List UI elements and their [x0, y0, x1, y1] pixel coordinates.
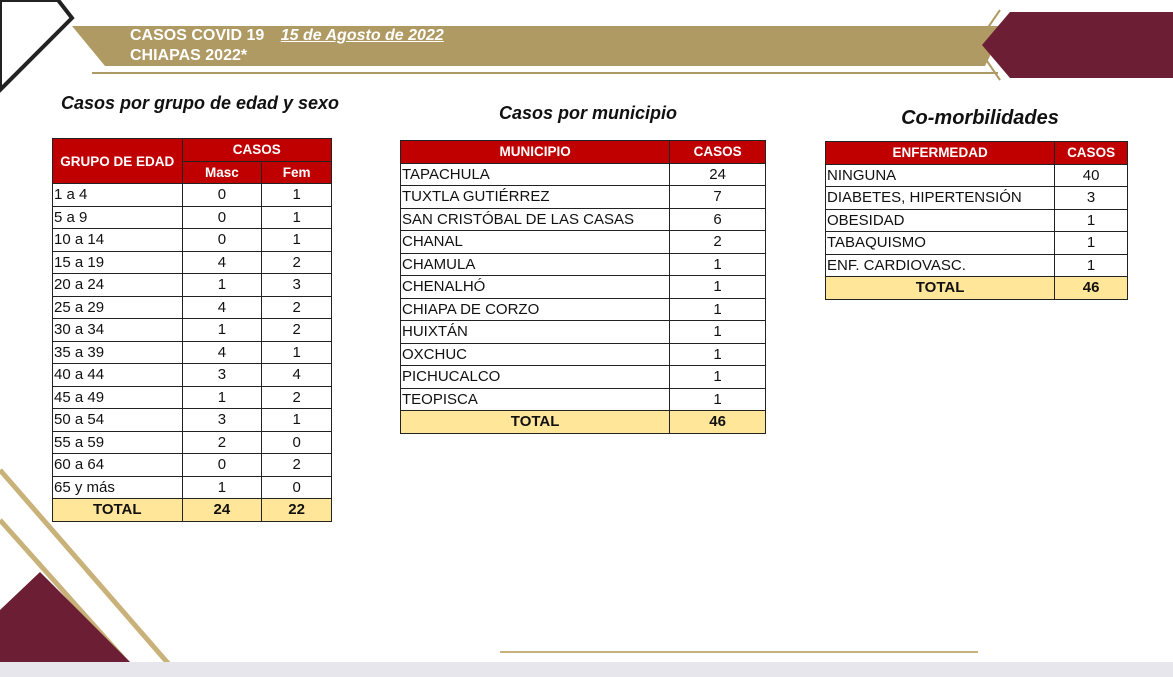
morbilidad-cell-n: ENF. CARDIOVASC. [826, 254, 1055, 277]
morbilidad-cell-c: 3 [1055, 187, 1128, 210]
municipio-row [401, 321, 766, 344]
edad-cell-m: 1 [182, 476, 262, 499]
municipio-title: Casos por municipio [498, 103, 678, 123]
edad-cell-m: 3 [182, 409, 262, 432]
municipio-cell-n: PICHUCALCO [401, 366, 670, 389]
edad-cell-g: 45 a 49 [53, 386, 183, 409]
edad-cell-f: 0 [262, 476, 332, 499]
edad-cell-g: 40 a 44 [53, 364, 183, 387]
edad-cell-f: 3 [262, 274, 332, 297]
morbilidad-cell-n: OBESIDAD [826, 209, 1055, 232]
morbilidad-total-value: 46 [1055, 277, 1128, 300]
edad-row [53, 184, 332, 207]
corner-wedge-top-left [0, 0, 72, 90]
municipio-col-casos: CASOS [670, 141, 766, 164]
morbilidad-cell-n: TABAQUISMO [826, 232, 1055, 255]
edad-row [53, 229, 332, 252]
header-title-block [130, 26, 444, 66]
edad-row [53, 341, 332, 364]
municipio-cell-n: OXCHUC [401, 343, 670, 366]
edad-cell-m: 3 [182, 364, 262, 387]
municipio-cell-n: HUIXTÁN [401, 321, 670, 344]
edad-row [53, 476, 332, 499]
edad-cell-g: 10 a 14 [53, 229, 183, 252]
municipio-row [401, 298, 766, 321]
municipio-total-label: TOTAL [401, 411, 670, 434]
edad-table [52, 138, 332, 522]
edad-row [53, 454, 332, 477]
morbilidad-cell-c: 40 [1055, 164, 1128, 187]
edad-row [53, 431, 332, 454]
edad-row [53, 296, 332, 319]
edad-cell-g: 5 a 9 [53, 206, 183, 229]
municipio-cell-c: 1 [670, 253, 766, 276]
morbilidad-col-casos: CASOS [1055, 142, 1128, 165]
edad-total-fem: 22 [262, 499, 332, 522]
morbilidad-row [826, 254, 1128, 277]
municipio-cell-n: TAPACHULA [401, 163, 670, 186]
header-title: CASOS COVID 19 [130, 27, 265, 44]
edad-cell-g: 35 a 39 [53, 341, 183, 364]
edad-cell-f: 2 [262, 454, 332, 477]
edad-row [53, 274, 332, 297]
edad-cell-g: 20 a 24 [53, 274, 183, 297]
municipio-cell-c: 1 [670, 388, 766, 411]
edad-cell-g: 1 a 4 [53, 184, 183, 207]
municipio-table [400, 140, 766, 434]
morbilidad-row [826, 164, 1128, 187]
edad-row [53, 386, 332, 409]
municipio-row [401, 186, 766, 209]
edad-cell-m: 1 [182, 319, 262, 342]
edad-cell-f: 4 [262, 364, 332, 387]
municipio-cell-c: 1 [670, 321, 766, 344]
morbilidad-row [826, 187, 1128, 210]
morbilidad-col-name: ENFERMEDAD [826, 142, 1055, 165]
municipio-row [401, 231, 766, 254]
municipio-row [401, 388, 766, 411]
edad-row [53, 251, 332, 274]
edad-col-masc: Masc [182, 161, 262, 184]
edad-total-row [53, 499, 332, 522]
edad-cell-g: 65 y más [53, 476, 183, 499]
municipio-row [401, 276, 766, 299]
municipio-total-row [401, 411, 766, 434]
municipio-cell-n: TEOPISCA [401, 388, 670, 411]
edad-row [53, 206, 332, 229]
edad-cell-m: 0 [182, 229, 262, 252]
edad-cell-g: 60 a 64 [53, 454, 183, 477]
municipio-cell-n: CHENALHÓ [401, 276, 670, 299]
edad-cell-f: 2 [262, 319, 332, 342]
edad-cell-f: 2 [262, 251, 332, 274]
edad-cell-f: 1 [262, 206, 332, 229]
edad-cell-m: 0 [182, 184, 262, 207]
municipio-row [401, 253, 766, 276]
municipio-cell-c: 7 [670, 186, 766, 209]
municipio-total-value: 46 [670, 411, 766, 434]
edad-cell-f: 2 [262, 386, 332, 409]
municipio-row [401, 208, 766, 231]
municipio-row [401, 366, 766, 389]
edad-cell-f: 0 [262, 431, 332, 454]
edad-cell-f: 1 [262, 409, 332, 432]
morbilidad-total-label: TOTAL [826, 277, 1055, 300]
municipio-col-name: MUNICIPIO [401, 141, 670, 164]
municipio-cell-c: 1 [670, 298, 766, 321]
morbilidad-cell-c: 1 [1055, 232, 1128, 255]
morbilidad-row [826, 209, 1128, 232]
edad-cell-g: 25 a 29 [53, 296, 183, 319]
municipio-cell-c: 1 [670, 366, 766, 389]
edad-cell-f: 1 [262, 341, 332, 364]
edad-col-casos: CASOS [182, 139, 331, 162]
edad-cell-m: 4 [182, 296, 262, 319]
edad-total-masc: 24 [182, 499, 262, 522]
edad-row [53, 319, 332, 342]
edad-cell-m: 0 [182, 206, 262, 229]
edad-cell-g: 55 a 59 [53, 431, 183, 454]
municipio-cell-c: 1 [670, 276, 766, 299]
morbilidad-cell-n: DIABETES, HIPERTENSIÓN [826, 187, 1055, 210]
morbilidad-cell-c: 1 [1055, 209, 1128, 232]
edad-cell-f: 1 [262, 184, 332, 207]
edad-cell-m: 4 [182, 251, 262, 274]
edad-cell-f: 2 [262, 296, 332, 319]
edad-row [53, 364, 332, 387]
municipio-cell-n: CHANAL [401, 231, 670, 254]
municipio-cell-n: TUXTLA GUTIÉRREZ [401, 186, 670, 209]
edad-title: Casos por grupo de edad y sexo [60, 93, 340, 113]
municipio-row [401, 343, 766, 366]
municipio-row [401, 163, 766, 186]
morbilidad-title: Co-morbilidades [901, 107, 1059, 129]
header-subtitle: CHIAPAS 2022* [130, 47, 248, 64]
edad-cell-m: 2 [182, 431, 262, 454]
edad-row [53, 409, 332, 432]
morbilidad-total-row [826, 277, 1128, 300]
municipio-cell-c: 1 [670, 343, 766, 366]
edad-cell-g: 50 a 54 [53, 409, 183, 432]
morbilidad-table [825, 141, 1128, 300]
edad-cell-m: 0 [182, 454, 262, 477]
bottom-strip [0, 662, 1173, 677]
municipio-cell-c: 24 [670, 163, 766, 186]
municipio-cell-c: 2 [670, 231, 766, 254]
morbilidad-cell-n: NINGUNA [826, 164, 1055, 187]
edad-cell-g: 15 a 19 [53, 251, 183, 274]
morbilidad-cell-c: 1 [1055, 254, 1128, 277]
municipio-cell-n: CHIAPA DE CORZO [401, 298, 670, 321]
morbilidad-row [826, 232, 1128, 255]
header-tab-right [982, 12, 1173, 78]
edad-col-fem: Fem [262, 161, 332, 184]
municipio-cell-c: 6 [670, 208, 766, 231]
edad-cell-m: 1 [182, 274, 262, 297]
bottom-divider [500, 651, 978, 653]
edad-cell-g: 30 a 34 [53, 319, 183, 342]
edad-cell-f: 1 [262, 229, 332, 252]
municipio-cell-n: SAN CRISTÓBAL DE LAS CASAS [401, 208, 670, 231]
edad-col-group: GRUPO DE EDAD [53, 139, 183, 184]
municipio-cell-n: CHAMULA [401, 253, 670, 276]
corner-triangle-bottom-left [0, 572, 130, 662]
header-date: 15 de Agosto de 2022 [280, 27, 444, 44]
edad-cell-m: 4 [182, 341, 262, 364]
edad-cell-m: 1 [182, 386, 262, 409]
edad-total-label: TOTAL [53, 499, 183, 522]
